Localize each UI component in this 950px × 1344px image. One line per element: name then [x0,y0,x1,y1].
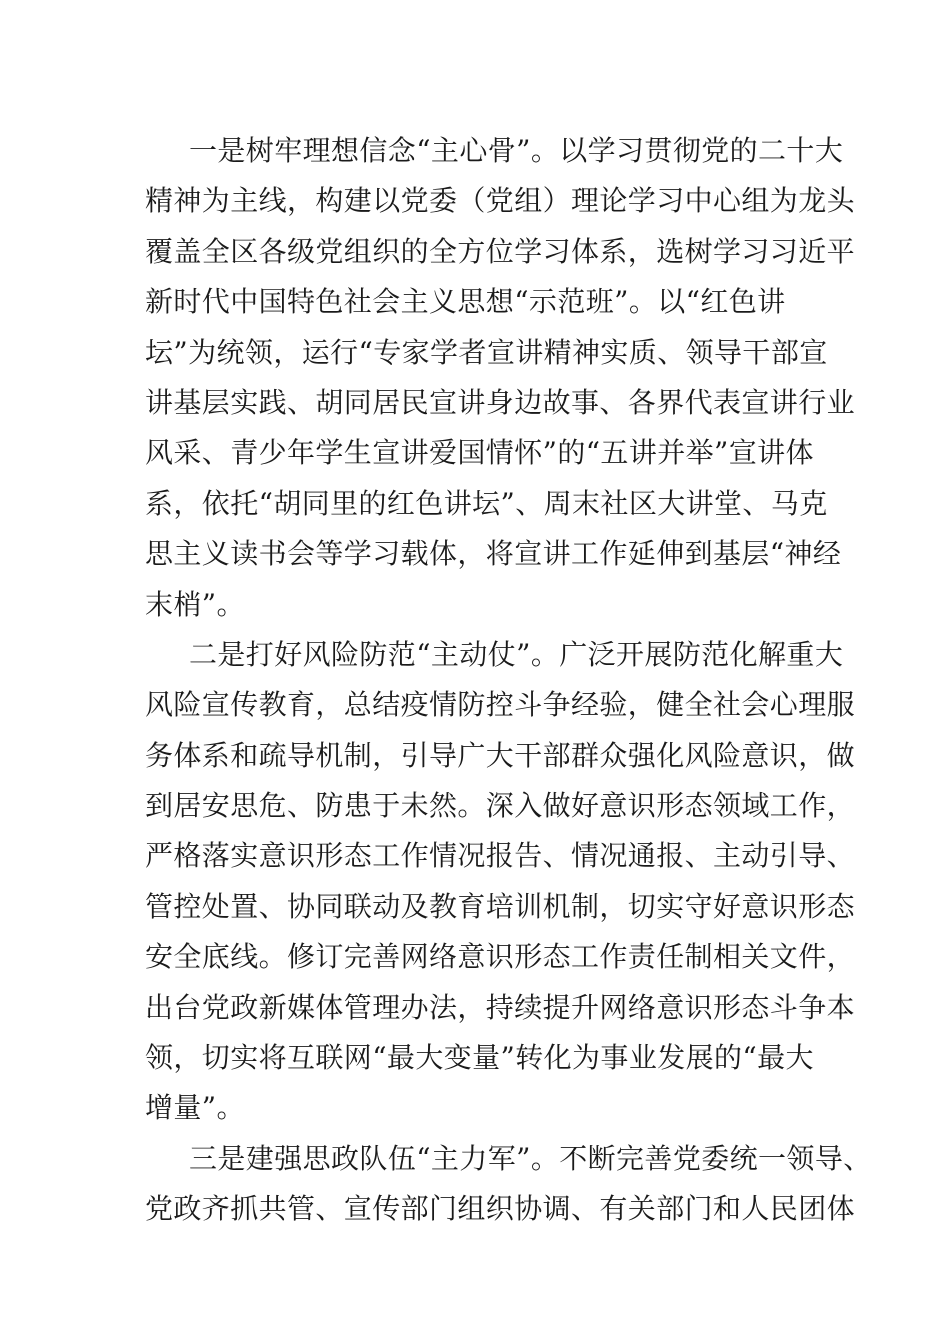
paragraph-3-line-1: 三是建强思政队伍“主力军”。不断完善党委统一领导、 [189,1141,872,1175]
paragraph-2-line-4: 到居安思危、防患于未然。深入做好意识形态领域工作， [145,789,856,823]
paragraph-1-line-6: 讲基层实践、胡同居民宣讲身边故事、各界代表宣讲行业 [145,385,856,419]
paragraph-1-line-9: 思主义读书会等学习载体，将宣讲工作延伸到基层“神经 [145,537,842,571]
paragraph-2-line-10: 增量”。 [145,1091,245,1125]
paragraph-1-line-5: 坛”为统领，运行“专家学者宣讲精神实质、领导干部宣 [145,335,828,369]
paragraph-2-line-9: 领，切实将互联网“最大变量”转化为事业发展的“最大 [145,1041,814,1075]
paragraph-2-line-7: 安全底线。修订完善网络意识形态工作责任制相关文件， [145,940,856,974]
paragraph-1-line-3: 覆盖全区各级党组织的全方位学习体系，选树学习习近平 [145,234,856,268]
paragraph-1-line-10: 末梢”。 [145,587,245,621]
paragraph-2-line-3: 务体系和疏导机制，引导广大干部群众强化风险意识，做 [145,738,856,772]
paragraph-3-line-2: 党政齐抓共管、宣传部门组织协调、有关部门和人民团体 [145,1192,856,1226]
paragraph-1-line-4: 新时代中国特色社会主义思想“示范班”。以“红色讲 [145,285,786,319]
paragraph-2-line-1: 二是打好风险防范“主动仗”。广泛开展防范化解重大 [189,637,844,671]
paragraph-1-line-8: 系，依托“胡同里的红色讲坛”、周末社区大讲堂、马克 [145,486,828,520]
paragraph-2-line-6: 管控处置、协同联动及教育培训机制，切实守好意识形态 [145,889,856,923]
paragraph-2-line-5: 严格落实意识形态工作情况报告、情况通报、主动引导、 [145,839,856,873]
document-body [145,126,872,1235]
paragraph-1-line-2: 精神为主线，构建以党委（党组）理论学习中心组为龙头 [145,184,856,218]
paragraph-2-line-8: 出台党政新媒体管理办法，持续提升网络意识形态斗争本 [145,990,856,1024]
paragraph-1-line-7: 风采、青少年学生宣讲爱国情怀”的“五讲并举”宣讲体 [145,436,814,470]
paragraph-1-line-1: 一是树牢理想信念“主心骨”。以学习贯彻党的二十大 [189,134,844,167]
paragraph-2-line-2: 风险宣传教育，总结疫情防控斗争经验，健全社会心理服 [145,688,856,722]
